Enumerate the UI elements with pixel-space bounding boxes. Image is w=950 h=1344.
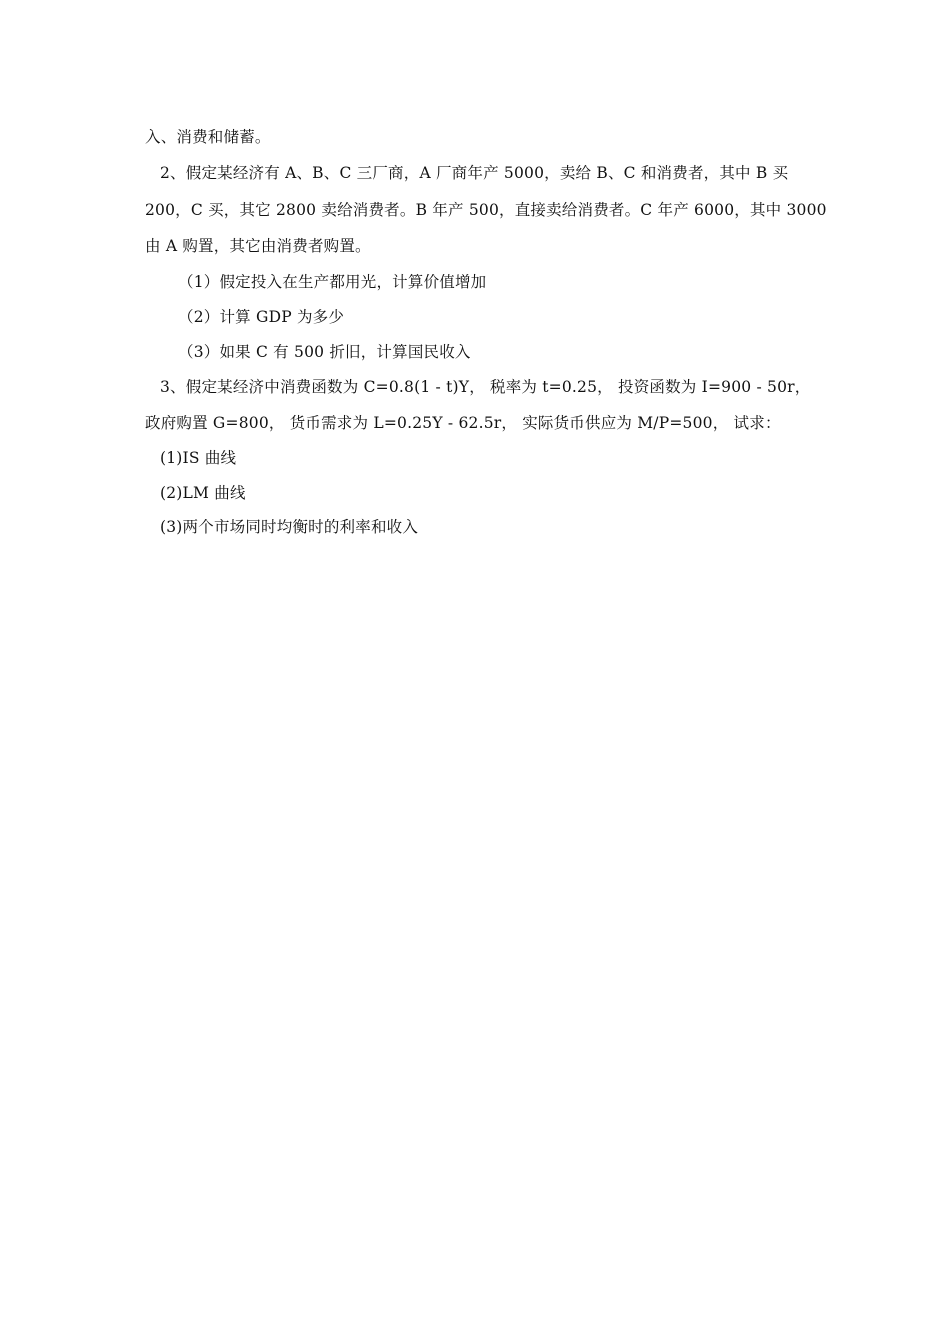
question-3-line-1: 3、假定某经济中消费函数为 C=0.8(1 - t)Y， 税率为 t=0.25， 投资函数为 I=900 - 50r，	[160, 378, 811, 396]
question-2-subitem-1: （1）假定投入在生产都用光，计算价值增加	[178, 273, 487, 291]
text-line-income-consumption-saving: 入、消费和储蓄。	[145, 128, 271, 146]
question-2-subitem-2: （2）计算 GDP 为多少	[178, 308, 345, 326]
question-2-line-1: 2、假定某经济有 A、B、C 三厂商，A 厂商年产 5000，卖给 B、C 和消费者，其中 B 买	[160, 164, 789, 182]
question-2-line-2: 200，C 买，其它 2800 卖给消费者。B 年产 500，直接卖给消费者。C 年产 6000，其中 3000	[145, 201, 827, 219]
question-3-subitem-1: (1)IS 曲线	[160, 449, 237, 467]
question-3-subitem-2: (2)LM 曲线	[160, 484, 246, 502]
question-2-line-3: 由 A 购置，其它由消费者购置。	[145, 237, 371, 255]
question-2-subitem-3: （3）如果 C 有 500 折旧，计算国民收入	[178, 343, 471, 361]
question-3-subitem-3: (3)两个市场同时均衡时的利率和收入	[160, 518, 419, 536]
question-3-line-2: 政府购置 G=800， 货币需求为 L=0.25Y - 62.5r， 实际货币供应为 M/P=500， 试求：	[145, 414, 781, 432]
